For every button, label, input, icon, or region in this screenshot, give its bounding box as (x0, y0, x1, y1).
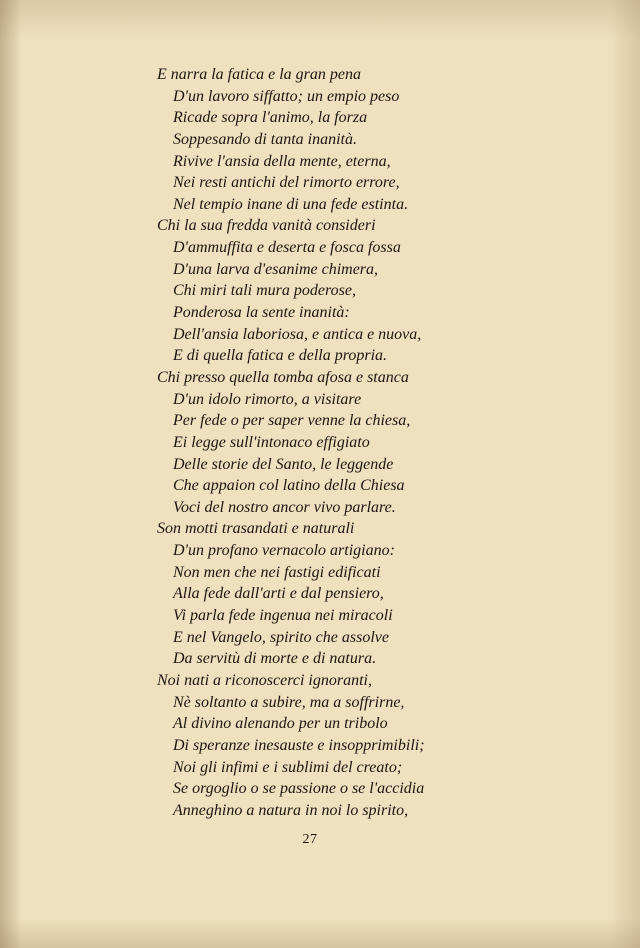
poem-line: Ponderosa la sente inanità: (173, 304, 350, 322)
poem-text (157, 64, 457, 821)
poem-line: E di quella fatica e della propria. (173, 347, 388, 365)
poem-line: Da servitù di morte e di natura. (173, 650, 377, 668)
poem-line: Soppesando di tanta inanità. (173, 130, 357, 148)
poem-line: Delle storie del Santo, le leggende (173, 455, 394, 473)
poem-line: D'ammuffita e deserta e fosca fossa (173, 239, 401, 257)
poem-line: Voci del nostro ancor vivo parlare. (173, 498, 396, 516)
poem-line: Dell'ansia laboriosa, e antica e nuova, (173, 325, 422, 343)
poem-line: Noi gli infimi e i sublimi del creato; (173, 758, 403, 776)
poem-line: Anneghino a natura in noi lo spirito, (173, 801, 409, 819)
poem-line: Alla fede dall'arti e dal pensiero, (173, 585, 384, 603)
poem-line: Se orgoglio o se passione o se l'accidia (173, 780, 425, 798)
poem-line: Ei legge sull'intonaco effigiato (173, 433, 370, 451)
poem-line: Noi nati a riconoscerci ignoranti, (157, 671, 372, 689)
page-number: 27 (302, 832, 318, 847)
poem-line: Al divino alenando per un tribolo (173, 715, 388, 733)
poem-line: Nei resti antichi del rimorto errore, (173, 174, 400, 192)
poem-line: D'un profano vernacolo artigiano: (173, 542, 395, 560)
poem-line: Rivive l'ansia della mente, eterna, (173, 152, 391, 170)
poem-line: Ricade sopra l'animo, la forza (173, 109, 368, 127)
poem-line: Per fede o per saper venne la chiesa, (173, 412, 411, 430)
poem-line: Chi presso quella tomba afosa e stanca (157, 368, 409, 386)
poem-line: D'una larva d'esanime chimera, (173, 260, 379, 278)
poem-line: Che appaion col latino della Chiesa (173, 477, 405, 495)
poem-line: D'un idolo rimorto, a visitare (173, 390, 362, 408)
poem-line: Nel tempio inane di una fede estinta. (173, 195, 409, 213)
poem-line: E nel Vangelo, spirito che assolve (173, 628, 389, 646)
poem-line: Chi la sua fredda vanità consideri (157, 217, 376, 235)
poem-line: Son motti trasandati e naturali (157, 520, 355, 538)
poem-line: D'un lavoro siffatto; un empio peso (173, 87, 400, 105)
poem-line: E narra la fatica e la gran pena (157, 66, 361, 83)
poem-line: Vi parla fede ingenua nei miracoli (173, 607, 393, 625)
poem-line: Chi miri tali mura poderose, (173, 282, 356, 300)
poem-line: Nè soltanto a subire, ma a soffrirne, (173, 693, 405, 711)
poem-line: Di speranze inesauste e insopprimibili; (173, 736, 425, 754)
poem-line: Non men che nei fastigi edificati (173, 563, 381, 581)
